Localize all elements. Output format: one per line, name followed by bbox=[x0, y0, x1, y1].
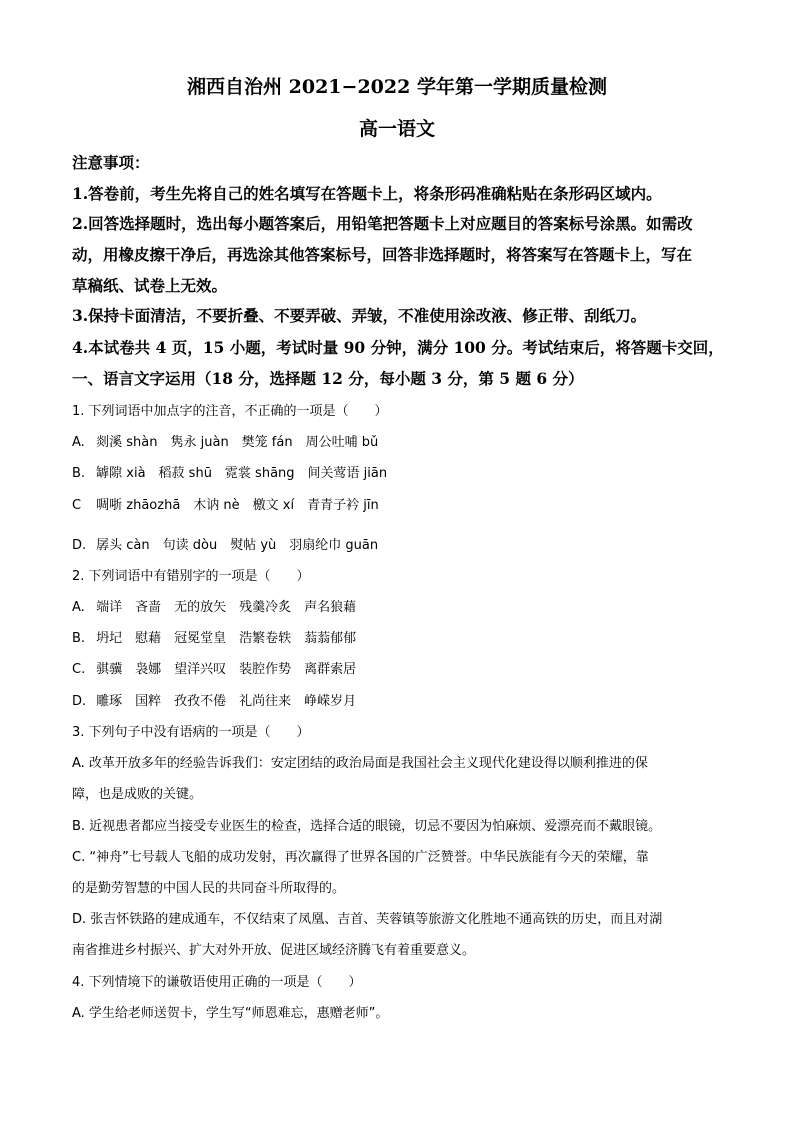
notice-item: 3.保持卡面清洁，不要折叠、不要弄破、弄皱，不准使用涂改液、修正带、刮纸刀。 bbox=[72, 306, 647, 325]
option-text: 端详 吝啬 无的放矢 残羹冷炙 声名狼藉 bbox=[96, 600, 357, 615]
question-2-stem: 2. 下列词语中有错别字的一项是（ ） bbox=[72, 569, 310, 584]
question-1-stem: 1. 下列词语中加点字的注音，不正确的一项是（ ） bbox=[72, 404, 388, 419]
option-text: 雕琢 国粹 孜孜不倦 礼尚往来 峥嵘岁月 bbox=[96, 694, 357, 709]
option-label: A. bbox=[72, 435, 85, 450]
option-text: 孱头 càn 句读 dòu 熨帖 yù 羽扇纶巾 guān bbox=[96, 538, 379, 553]
option-text: 骐骥 袅娜 望洋兴叹 装腔作势 离群索居 bbox=[96, 662, 357, 677]
question-3-line: A. 改革开放多年的经验告诉我们：安定团结的政治局面是我国社会主义现代化建设得以顺利推进的保 bbox=[72, 756, 648, 771]
question-1-option-a bbox=[72, 427, 732, 459]
subject-title: 高一语文 bbox=[358, 118, 435, 140]
question-2-option-d bbox=[72, 686, 732, 718]
question-1-option-b bbox=[72, 458, 732, 490]
notice-item: 1.答卷前，考生先将自己的姓名填写在答题卡上，将条形码准确粘贴在条形码区域内。 bbox=[72, 184, 662, 203]
option-text: 剡溪 shàn 隽永 juàn 樊笼 fán 周公吐哺 bǔ bbox=[96, 435, 379, 450]
notice-item: 2.回答选择题时，选出每小题答案后，用铅笔把答题卡上对应题目的答案标号涂黑。如需改 bbox=[72, 214, 693, 233]
option-text: 罅隙 xià 稻菽 shū 霓裳 shāng 间关莺语 jiān bbox=[96, 466, 388, 481]
question-4-line: A. 学生给老师送贺卡，学生写“师恩难忘，惠赠老师”。 bbox=[72, 1006, 389, 1021]
question-3-line: 南省推进乡村振兴、扩大对外开放、促进区域经济腾飞有着重要意义。 bbox=[72, 943, 476, 958]
option-text: 坍圮 慰藉 冠冕堂皇 浩繁卷轶 蓊蓊郁郁 bbox=[96, 631, 357, 646]
question-3-line: 障，也是成败的关键。 bbox=[72, 787, 203, 802]
option-label: B. bbox=[72, 631, 86, 646]
notice-item: 动，用橡皮擦干净后，再选涂其他答案标号，回答非选择题时，将答案写在答题卡上，写在 bbox=[72, 245, 693, 264]
option-label: B. bbox=[72, 466, 86, 481]
notice-item: 草稿纸、试卷上无效。 bbox=[72, 276, 228, 295]
question-2-option-b bbox=[72, 623, 732, 655]
question-3-line: 的是勤劳智慧的中国人民的共同奋斗所取得的。 bbox=[72, 881, 346, 896]
question-4-stem: 4. 下列情境下的谦敬语使用正确的一项是（ ） bbox=[72, 975, 362, 990]
option-label: D. bbox=[72, 694, 87, 709]
question-3-line: D. 张吉怀铁路的建成通车，不仅结束了凤凰、吉首、芙蓉镇等旅游文化胜地不通高铁的历史，而且对湖 bbox=[72, 912, 663, 927]
option-label: C bbox=[72, 498, 82, 513]
question-3-line: C. “神舟”七号载人飞船的成功发射，再次赢得了世界各国的广泛赞誉。中华民族能有今天的荣耀，靠 bbox=[72, 850, 649, 865]
notice-item: 4.本试卷共 4 页，15 小题，考试时量 90 分钟，满分 100 分。考试结束后，将答题卡交回， bbox=[72, 338, 724, 357]
question-1-option-c bbox=[72, 490, 732, 522]
question-3-line: B. 近视患者都应当接受专业医生的检查，选择合适的眼镜，切忌不要因为怕麻烦、爱漂亮而不戴眼镜。 bbox=[72, 819, 662, 834]
exam-title: 湘西自治州 2021−2022 学年第一学期质量检测 bbox=[187, 76, 607, 98]
option-label: D. bbox=[72, 538, 87, 553]
question-2-option-a bbox=[72, 592, 732, 624]
question-2-option-c bbox=[72, 654, 732, 686]
section-heading: 一、语言文字运用（18 分，选择题 12 分，每小题 3 分，第 5 题 6 分） bbox=[72, 369, 584, 388]
option-label: A. bbox=[72, 600, 85, 615]
question-1-option-d bbox=[72, 530, 732, 562]
question-3-stem: 3. 下列句子中没有语病的一项是（ ） bbox=[72, 725, 310, 740]
option-text: 啁哳 zhāozhā 木讷 nè 檄文 xí 青青子衿 jīn bbox=[96, 498, 379, 513]
option-label: C. bbox=[72, 662, 86, 677]
notice-heading: 注意事项： bbox=[72, 153, 150, 172]
